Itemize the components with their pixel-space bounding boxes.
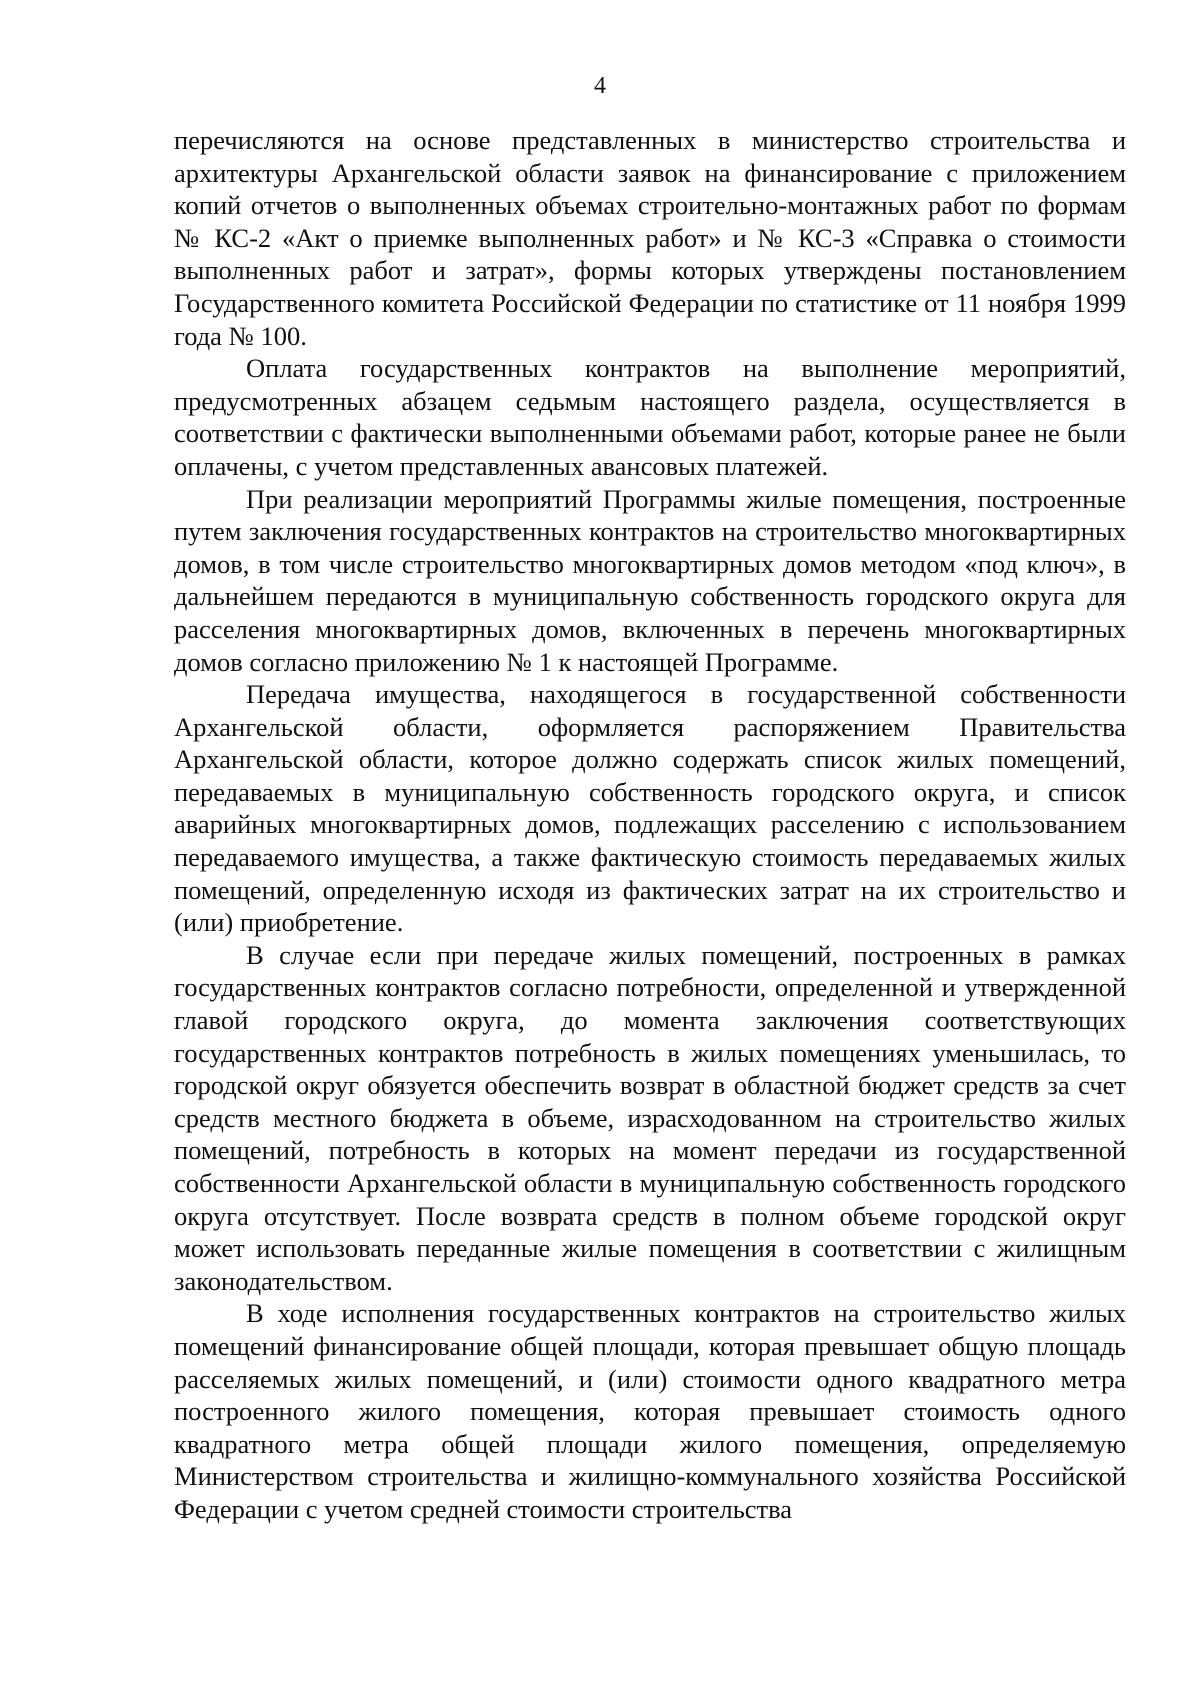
document-body [174, 124, 1126, 1526]
page-number: 4 [594, 73, 606, 99]
paragraph-housing-transfer: При реализации мероприятий Программы жилые помещения, построенные путем заключения государственных контрактов на строительство многоквартирных домов, в том числе строительство многоквартирных домов методом «под ключ», в дальнейшем передаются в муниципальную собственность городского округа для расселения многоквартирных домов, включенных в перечень многоквартирных домов согласно приложению № 1 к настоящей Программе. [174, 483, 1126, 677]
paragraph-funds-return: В случае если при передаче жилых помещений, построенных в рамках государственных контрактов согласно потребности, определенной и утвержденной главой городского округа, до момента заключения соответствующих государственных контрактов потребность в жилых помещениях уменьшилась, то городской округ обязуется обеспечить возврат в областной бюджет средств за счет средств местного бюджета в объеме, израсходованном на строительство жилых помещений, потребность в которых на момент передачи из государственной собственности Архангельской области в муниципальную собственность городского округа отсутствует. После возврата средств в полном объеме городской округ может использовать переданные жилые помещения в соответствии с жилищным законодательством. [174, 939, 1126, 1296]
paragraph-property-transfer: Передача имущества, находящегося в государственной собственности Архангельской области, оформляется распоряжением Правительства Архангельской области, которое должно содержать список жилых помещений, передаваемых в муниципальную собственность городского округа, и список аварийных многоквартирных домов, подлежащих расселению с использованием передаваемого имущества, а также фактическую стоимость передаваемых жилых помещений, определенную исходя из фактических затрат на их строительство и (или) приобретение. [174, 679, 1126, 938]
paragraph-area-financing: В ходе исполнения государственных контрактов на строительство жилых помещений финансирование общей площади, которая превышает общую площадь расселяемых жилых помещений, и (или) стоимости одного квадратного метра построенного жилого помещения, которая превышает стоимость одного квадратного метра общей площади жилого помещения, определяемую Министерством строительства и жилищно-коммунального хозяйства Российской Федерации с учетом средней стоимости строительства [174, 1298, 1126, 1524]
paragraph-contract-payment: Оплата государственных контрактов на выполнение мероприятий, предусмотренных абзацем седьмым настоящего раздела, осуществляется в соответствии с фактически выполненными объемами работ, которые ранее не были оплачены, с учетом представленных авансовых платежей. [174, 353, 1126, 481]
paragraph-continuation: перечисляются на основе представленных в министерство строительства и архитектуры Архангельской области заявок на финансирование с приложением копий отчетов о выполненных объемах строительно-монтажных работ по формам № КС-2 «Акт о приемке выполненных работ» и № КС-3 «Справка о стоимости выполненных работ и затрат», формы которых утверждены постановлением Государственного комитета Российской Федерации по статистике от 11 ноября 1999 года № 100. [174, 125, 1126, 351]
